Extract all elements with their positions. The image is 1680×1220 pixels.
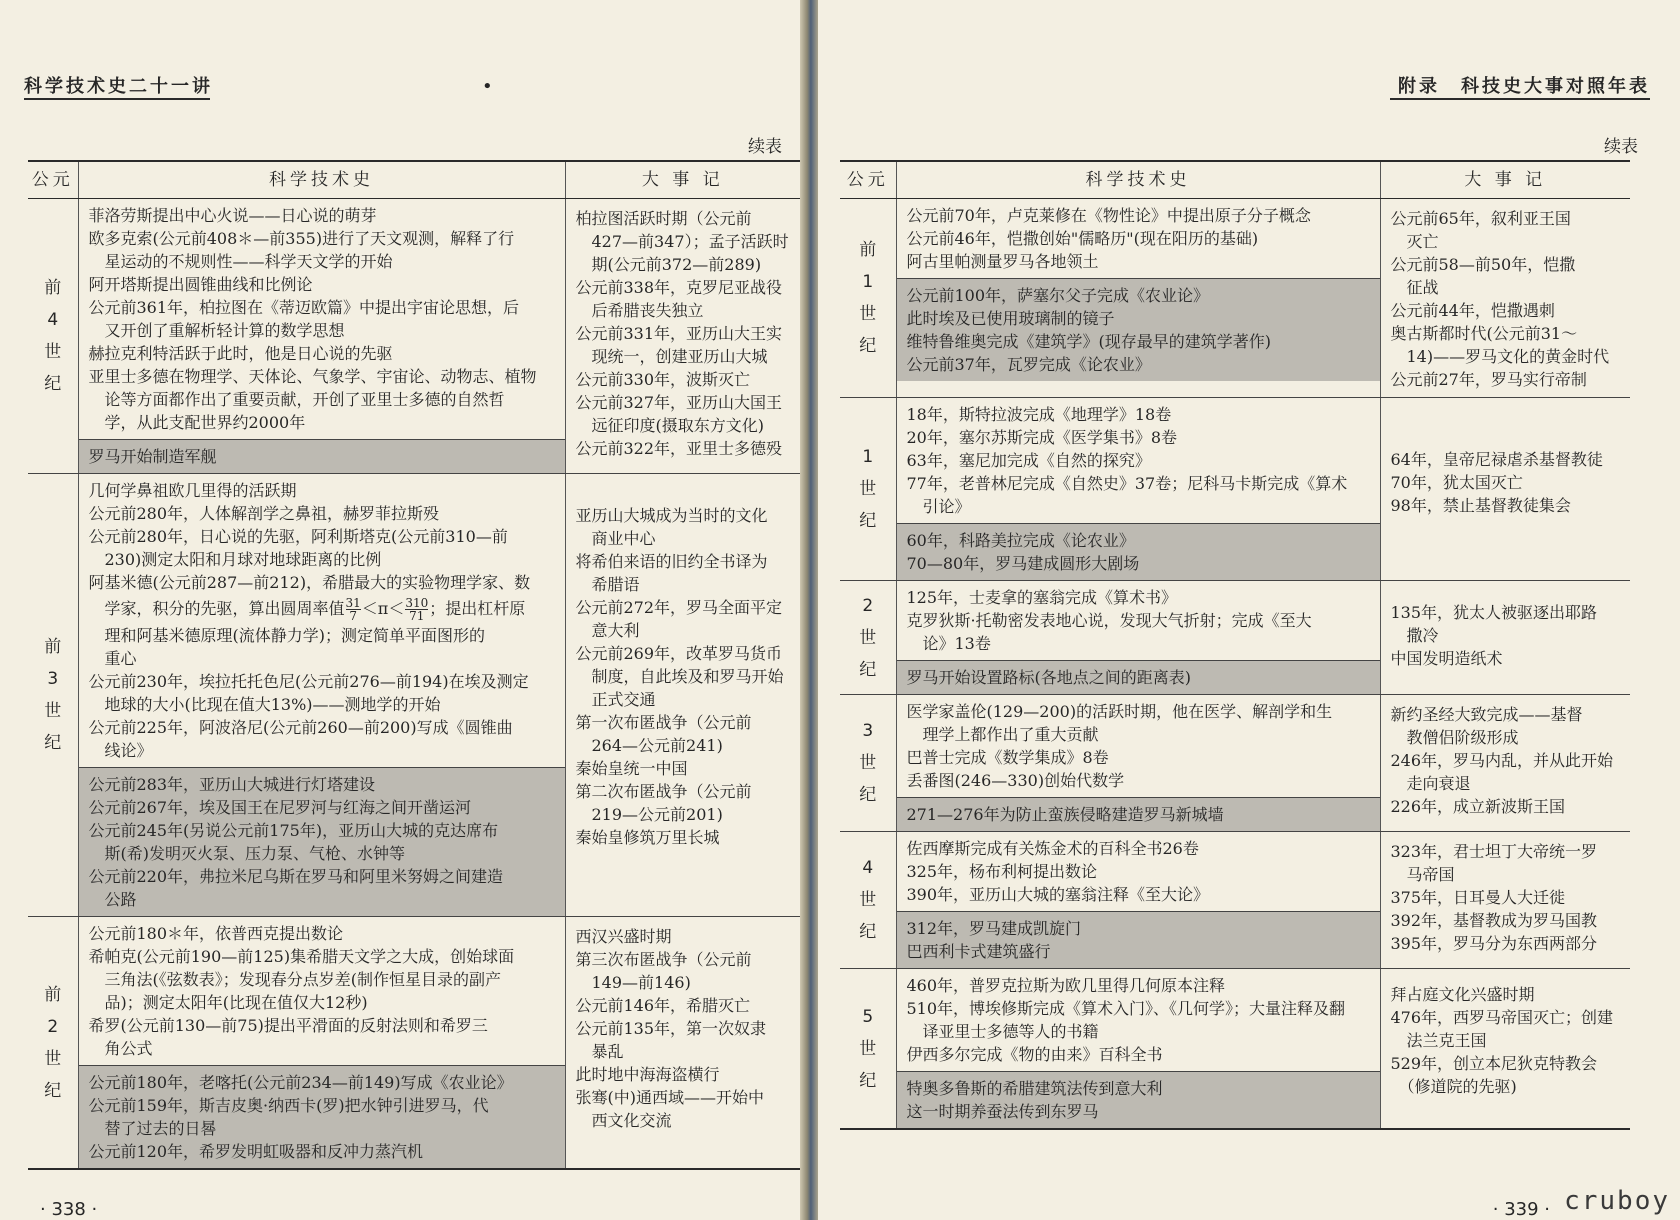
era-char: 世 bbox=[44, 1048, 62, 1069]
fraction-denominator: 7 bbox=[349, 609, 357, 623]
science-entry: 20年，塞尔苏斯完成《医学集书》8卷 bbox=[906, 428, 1178, 447]
table-row bbox=[840, 199, 1630, 398]
event-entry: 第三次布匿战争（公元前 bbox=[575, 950, 752, 969]
event-entry: 期(公元前372—前289) bbox=[575, 255, 762, 274]
era-char: 1 bbox=[862, 447, 874, 467]
science-entry: 公元前46年，恺撒创始"儒略历"(现在阳历的基础) bbox=[906, 229, 1259, 248]
event-entry: 拜占庭文化兴盛时期 bbox=[1390, 985, 1535, 1004]
science-entries bbox=[897, 969, 1380, 1071]
science-entry: 重心 bbox=[88, 649, 137, 668]
technology-entry: 特奥多鲁斯的希腊建筑法传到意大利 bbox=[906, 1079, 1163, 1098]
technology-entries-shaded bbox=[897, 911, 1380, 968]
event-entry: 323年，君士坦丁大帝统一罗 bbox=[1390, 842, 1598, 861]
header-bullet: • bbox=[482, 76, 493, 97]
technology-entry: 公路 bbox=[88, 890, 137, 909]
science-cell bbox=[896, 581, 1380, 695]
technology-entry: 公元前100年，萨塞尔父子完成《农业论》 bbox=[906, 286, 1210, 305]
fraction-numerator: 310 bbox=[405, 596, 429, 610]
col-header-events: 大 事 记 bbox=[565, 161, 800, 199]
science-entry: 理学上都作出了重大贡献 bbox=[906, 725, 1099, 744]
era-char: 纪 bbox=[859, 922, 877, 942]
right-header-rule bbox=[1390, 98, 1650, 100]
science-entry: 巴普士完成《数学集成》8卷 bbox=[906, 748, 1109, 767]
event-entry: 秦始皇修筑万里长城 bbox=[575, 828, 720, 847]
event-entry: 219—公元前201) bbox=[575, 805, 723, 824]
science-entries bbox=[897, 695, 1380, 797]
science-entries bbox=[79, 474, 565, 767]
event-entry: 撒冷 bbox=[1390, 626, 1439, 645]
era-char: 纪 bbox=[44, 374, 62, 394]
event-entry: 商业中心 bbox=[575, 529, 656, 548]
col-header-science: 科学技术史 bbox=[78, 161, 565, 199]
col-header-events: 大 事 记 bbox=[1380, 161, 1630, 199]
era-char: 前 bbox=[44, 637, 62, 657]
science-entry: 390年，亚历山大城的塞翁注释《至大论》 bbox=[906, 885, 1210, 904]
book-gutter bbox=[800, 0, 818, 1220]
era-cell bbox=[840, 581, 896, 695]
science-entry: 引论》 bbox=[906, 497, 971, 516]
right-running-header: 附录 科技史大事对照年表 bbox=[1398, 76, 1650, 97]
event-entry: 公元前65年，叙利亚王国 bbox=[1390, 209, 1571, 228]
era-char: 3 bbox=[862, 721, 874, 741]
event-entries bbox=[1381, 581, 1631, 676]
technology-entry: 巴西利卡式建筑盛行 bbox=[906, 942, 1051, 961]
science-entry: 又开创了重解析轻计算的数学思想 bbox=[88, 321, 345, 340]
science-entry: 欧多克索(公元前408＊—前355)进行了天文观测，解释了行 bbox=[88, 229, 515, 248]
science-entry: 公元前180＊年，依普西克提出数论 bbox=[88, 924, 344, 943]
fraction-numerator: 31 bbox=[345, 596, 361, 610]
science-entry: 克罗狄斯·托勒密发表地心说，发现大气折射；完成《至大 bbox=[906, 611, 1312, 630]
event-entry: 法兰克王国 bbox=[1390, 1031, 1487, 1050]
science-entries bbox=[79, 199, 565, 439]
left-page bbox=[0, 0, 800, 1220]
event-entry: 427—前347）；孟子活跃时 bbox=[575, 232, 789, 251]
era-char: 纪 bbox=[859, 785, 877, 805]
pi-inequality: ＜π＜ bbox=[361, 599, 405, 618]
science-entry: 希帕克(公元前190—前125)集希腊天文学之大成，创始球面 bbox=[88, 947, 515, 966]
events-cell bbox=[565, 474, 800, 917]
science-cell bbox=[78, 199, 565, 474]
science-cell bbox=[896, 398, 1380, 581]
events-cell bbox=[1380, 581, 1630, 695]
event-entry: 希腊语 bbox=[575, 575, 640, 594]
science-entry: 论等方面都作出了重要贡献，开创了亚里士多德的自然哲 bbox=[88, 390, 505, 409]
era-char: 世 bbox=[859, 753, 877, 773]
technology-entry: 罗马开始制造军舰 bbox=[88, 447, 217, 466]
technology-entries-shaded bbox=[897, 660, 1380, 694]
technology-entries-shaded bbox=[79, 1065, 565, 1168]
fraction-denominator: 71 bbox=[409, 609, 425, 623]
event-entry: 375年，日耳曼人大迁徙 bbox=[1390, 888, 1566, 907]
event-entry: （修道院的先驱) bbox=[1390, 1077, 1517, 1096]
event-entry: 意大利 bbox=[575, 621, 640, 640]
era-char: 纪 bbox=[859, 336, 877, 356]
era-cell bbox=[28, 199, 78, 474]
event-entry: 征战 bbox=[1390, 278, 1439, 297]
technology-entries-shaded bbox=[897, 797, 1380, 831]
left-page-number: · 338 · bbox=[40, 1199, 98, 1220]
event-entry: 70年，犹太国灭亡 bbox=[1390, 473, 1523, 492]
left-chronology-table bbox=[28, 160, 800, 1170]
era-char: 5 bbox=[862, 1006, 874, 1027]
science-entry: 角公式 bbox=[88, 1039, 153, 1058]
science-entry: 公元前280年，日心说的先驱，阿利斯塔克(公元前310—前 bbox=[88, 527, 508, 546]
science-entry: 阿古里帕测量罗马各地领土 bbox=[906, 252, 1099, 271]
era-cell bbox=[28, 474, 78, 917]
events-cell bbox=[1380, 969, 1630, 1130]
event-entry: 公元前330年，波斯灭亡 bbox=[575, 370, 751, 389]
event-entry: 此时地中海海盗横行 bbox=[575, 1065, 720, 1084]
right-page bbox=[818, 0, 1680, 1220]
event-entry: 392年，基督教成为罗马国教 bbox=[1390, 911, 1598, 930]
technology-entry: 这一时期养蚕法传到东罗马 bbox=[906, 1102, 1099, 1121]
event-entries bbox=[1381, 969, 1631, 1104]
science-entry: 星运动的不规则性——科学天文学的开始 bbox=[88, 252, 393, 271]
table-row bbox=[840, 832, 1630, 969]
event-entry: 远征印度(摄取东方文化) bbox=[575, 416, 764, 435]
era-char: 纪 bbox=[859, 659, 877, 680]
era-char: 世 bbox=[44, 342, 62, 362]
event-entry: 正式交通 bbox=[575, 690, 656, 709]
science-entry: 510年，博埃修斯完成《算术入门》、《几何学》；大量注释及翻 bbox=[906, 999, 1346, 1018]
science-entries bbox=[897, 199, 1380, 278]
era-char: 纪 bbox=[44, 733, 62, 753]
science-cell bbox=[78, 917, 565, 1170]
technology-entry: 公元前220年，弗拉米尼乌斯在罗马和阿里米努姆之间建造 bbox=[88, 867, 504, 886]
science-entries bbox=[79, 917, 565, 1065]
science-entry: 佐西摩斯完成有关炼金术的百科全书26卷 bbox=[906, 839, 1199, 858]
era-char: 纪 bbox=[44, 1080, 62, 1101]
col-header-science: 科学技术史 bbox=[896, 161, 1380, 199]
science-entry: 公元前230年，埃拉托托色尼(公元前276—前194)在埃及测定 bbox=[88, 672, 529, 691]
right-table-header-row bbox=[840, 161, 1630, 199]
era-char: 世 bbox=[44, 701, 62, 721]
event-entry: 公元前322年，亚里士多德殁 bbox=[575, 439, 783, 458]
events-cell bbox=[1380, 695, 1630, 832]
science-entry: 325年，杨布利柯提出数论 bbox=[906, 862, 1098, 881]
event-entry: 暴乱 bbox=[575, 1042, 624, 1061]
events-cell bbox=[1380, 199, 1630, 398]
right-chronology-table bbox=[840, 160, 1630, 1130]
col-header-era: 公元 bbox=[840, 161, 896, 199]
event-entry: 135年，犹太人被驱逐出耶路 bbox=[1390, 603, 1598, 622]
event-entry: 公元前331年，亚历山大王实 bbox=[575, 324, 783, 343]
technology-entry: 公元前283年，亚历山大城进行灯塔建设 bbox=[88, 775, 376, 794]
science-entry: 品)；测定太阳年(比现在值仅大12秒) bbox=[88, 993, 368, 1012]
science-entries bbox=[897, 832, 1380, 911]
science-entry: 地球的大小(比现在值大13%)——测地学的开始 bbox=[88, 695, 441, 714]
table-row bbox=[840, 969, 1630, 1130]
left-running-header: 科学技术史二十一讲 bbox=[24, 76, 213, 97]
technology-entry: 公元前267年，埃及国王在尼罗河与红海之间开凿运河 bbox=[88, 798, 472, 817]
science-entry: 阿基米德(公元前287—前212)，希腊最大的实验物理学家、数 bbox=[88, 573, 531, 592]
era-char: 1 bbox=[862, 272, 874, 292]
event-entry: 现统一，创建亚历山大城 bbox=[575, 347, 768, 366]
science-entry: 460年，普罗克拉斯为欧几里得几何原本注释 bbox=[906, 976, 1226, 995]
left-header-rule bbox=[24, 98, 210, 100]
event-entry: 制度，自此埃及和罗马开始 bbox=[575, 667, 784, 686]
technology-entry: 此时埃及已使用玻璃制的镜子 bbox=[906, 309, 1115, 328]
table-row bbox=[28, 917, 800, 1170]
event-entry: 第一次布匿战争（公元前 bbox=[575, 713, 752, 732]
event-entry: 公元前135年，第一次奴隶 bbox=[575, 1019, 767, 1038]
event-entry: 公元前327年，亚历山大国王 bbox=[575, 393, 783, 412]
events-cell bbox=[565, 199, 800, 474]
era-char: 4 bbox=[47, 310, 59, 330]
table-row bbox=[840, 695, 1630, 832]
technology-entry: 替了过去的日晷 bbox=[88, 1119, 217, 1138]
event-entry: 将希伯来语的旧约全书译为 bbox=[575, 552, 768, 571]
technology-entry: 维特鲁维奥完成《建筑学》(现存最早的建筑学著作) bbox=[906, 332, 1271, 351]
technology-entry: 70—80年，罗马建成圆形大剧场 bbox=[906, 554, 1140, 573]
science-entry: 三角法(《弦数表》；发现春分点岁差(制作恒星目录的副产 bbox=[88, 970, 501, 989]
events-cell bbox=[565, 917, 800, 1170]
era-char: 4 bbox=[862, 858, 874, 878]
table-row bbox=[28, 474, 800, 917]
table-row bbox=[840, 581, 1630, 695]
event-entry: 奥古斯都时代(公元前31～ bbox=[1390, 324, 1578, 343]
event-entry: 公元前272年，罗马全面平定 bbox=[575, 598, 783, 617]
technology-entry: 60年，科路美拉完成《论农业》 bbox=[906, 531, 1135, 550]
science-entry: 希罗(公元前130—前75)提出平滑面的反射法则和希罗三 bbox=[88, 1016, 488, 1035]
event-entry: 后希腊丧失独立 bbox=[575, 301, 704, 320]
event-entry: 教僧侣阶级形成 bbox=[1390, 728, 1519, 747]
event-entry: 226年，成立新波斯王国 bbox=[1390, 797, 1566, 816]
event-entries bbox=[1381, 832, 1631, 961]
event-entry: 走向衰退 bbox=[1390, 774, 1471, 793]
events-cell bbox=[1380, 832, 1630, 969]
table-row bbox=[28, 199, 800, 474]
event-entry: 公元前27年，罗马实行帝制 bbox=[1390, 370, 1587, 389]
science-cell bbox=[896, 969, 1380, 1130]
science-entry: 77年，老普林尼完成《自然史》37卷；尼科马卡斯完成《算术 bbox=[906, 474, 1348, 493]
era-char: 世 bbox=[859, 1038, 877, 1059]
science-cell bbox=[896, 695, 1380, 832]
technology-entry: 公元前180年，老喀托(公元前234—前149)写成《农业论》 bbox=[88, 1073, 513, 1092]
left-table-header-row bbox=[28, 161, 800, 199]
science-entry: 几何学鼻祖欧几里得的活跃期 bbox=[88, 481, 297, 500]
event-entries bbox=[566, 474, 801, 855]
event-entry: 秦始皇统一中国 bbox=[575, 759, 688, 778]
event-entry: 395年，罗马分为东西两部分 bbox=[1390, 934, 1598, 953]
technology-entry: 公元前159年，斯吉皮奥·纳西卡(罗)把水钟引进罗马，代 bbox=[88, 1096, 489, 1115]
science-entry: 线论》 bbox=[88, 741, 153, 760]
science-entry: 菲洛劳斯提出中心火说——日心说的萌芽 bbox=[88, 206, 377, 225]
technology-entries-shaded bbox=[897, 278, 1380, 381]
science-entry: 18年，斯特拉波完成《地理学》18卷 bbox=[906, 405, 1172, 424]
era-char: 世 bbox=[859, 890, 877, 910]
event-entry: 公元前269年，改革罗马货币 bbox=[575, 644, 783, 663]
science-entry: 公元前225年，阿波洛尼(公元前260—前200)写成《圆锥曲 bbox=[88, 718, 513, 737]
era-cell bbox=[840, 199, 896, 398]
event-entry: 98年，禁止基督教徒集会 bbox=[1390, 496, 1571, 515]
era-char: 前 bbox=[44, 278, 62, 298]
event-entries bbox=[566, 199, 801, 466]
technology-entries-shaded bbox=[897, 523, 1380, 580]
event-entry: 第二次布匿战争（公元前 bbox=[575, 782, 752, 801]
science-entry: 公元前361年，柏拉图在《蒂迈欧篇》中提出宇宙论思想，后 bbox=[88, 298, 520, 317]
science-entry: 伊西多尔完成《物的由来》百科全书 bbox=[906, 1045, 1163, 1064]
era-cell bbox=[28, 917, 78, 1170]
era-char: 3 bbox=[47, 669, 59, 689]
era-cell bbox=[840, 832, 896, 969]
technology-entry: 312年，罗马建成凯旋门 bbox=[906, 919, 1082, 938]
era-char: 前 bbox=[44, 984, 62, 1005]
science-cell bbox=[896, 832, 1380, 969]
fraction-31-7 bbox=[346, 597, 361, 622]
technology-entry: 公元前120年，希罗发明虹吸器和反冲力蒸汽机 bbox=[88, 1142, 424, 1161]
event-entry: 476年，西罗马帝国灭亡；创建 bbox=[1390, 1008, 1614, 1027]
event-entry: 149—前146) bbox=[575, 973, 691, 992]
era-char: 世 bbox=[859, 627, 877, 648]
science-entry: 亚里士多德在物理学、天体论、气象学、宇宙论、动物志、植物 bbox=[88, 367, 537, 386]
technology-entry: 斯(希)发明灭火泵、压力泵、气枪、水钟等 bbox=[88, 844, 405, 863]
technology-entry: 罗马开始设置路标(各地点之间的距离表) bbox=[906, 668, 1191, 687]
col-header-era: 公元 bbox=[28, 161, 78, 199]
technology-entry: 271—276年为防止蛮族侵略建造罗马新城墙 bbox=[906, 805, 1224, 824]
era-char: 世 bbox=[859, 304, 877, 324]
science-cell bbox=[78, 474, 565, 917]
event-entry: 灭亡 bbox=[1390, 232, 1439, 251]
archimedes-text-tail: ；提出杠杆原 bbox=[429, 599, 526, 618]
archimedes-pi-line bbox=[89, 594, 557, 624]
technology-entries-shaded bbox=[79, 439, 565, 473]
event-entry: 中国发明造纸术 bbox=[1390, 649, 1503, 668]
event-entry: 公元前338年，克罗尼亚战役 bbox=[575, 278, 783, 297]
right-page-number: · 339 · bbox=[1492, 1199, 1550, 1220]
fraction-310-71 bbox=[405, 597, 428, 622]
event-entry: 马帝国 bbox=[1390, 865, 1455, 884]
event-entries bbox=[566, 917, 801, 1138]
era-char: 世 bbox=[859, 479, 877, 499]
science-entry: 论》13卷 bbox=[906, 634, 991, 653]
science-entry: 125年，士麦拿的塞翁完成《算术书》 bbox=[906, 588, 1178, 607]
event-entry: 柏拉图活跃时期（公元前 bbox=[575, 209, 752, 228]
event-entry: 公元前44年，恺撒遇刺 bbox=[1390, 301, 1555, 320]
science-entry: 阿开塔斯提出圆锥曲线和比例论 bbox=[88, 275, 313, 294]
event-entry: 264—公元前241) bbox=[575, 736, 723, 755]
era-char: 前 bbox=[859, 240, 877, 260]
event-entries bbox=[1381, 199, 1631, 397]
science-entry: 译亚里士多德等人的书籍 bbox=[906, 1022, 1099, 1041]
event-entry: 新约圣经大致完成——基督 bbox=[1390, 705, 1583, 724]
event-entry: 公元前146年，希腊灭亡 bbox=[575, 996, 751, 1015]
science-entries bbox=[897, 398, 1380, 523]
science-entry: 赫拉克利特活跃于此时，他是日心说的先驱 bbox=[88, 344, 393, 363]
event-entry: 14)——罗马文化的黄金时代 bbox=[1390, 347, 1610, 366]
science-entry: 理和阿基米德原理(流体静力学)；测定简单平面图形的 bbox=[88, 626, 485, 645]
event-entry: 529年，创立本尼狄克特教会 bbox=[1390, 1054, 1598, 1073]
event-entry: 西汉兴盛时期 bbox=[575, 927, 672, 946]
science-entry: 公元前280年，人体解剖学之鼻祖，赫罗菲拉斯殁 bbox=[88, 504, 440, 523]
left-continued-label: 续表 bbox=[748, 137, 782, 157]
event-entries bbox=[1381, 398, 1631, 523]
era-char: 纪 bbox=[859, 511, 877, 531]
archimedes-text: 学家，积分的先驱，算出圆周率值 bbox=[88, 599, 345, 618]
era-char: 2 bbox=[47, 1016, 59, 1037]
era-cell bbox=[840, 695, 896, 832]
era-cell bbox=[840, 969, 896, 1130]
science-entries bbox=[897, 581, 1380, 660]
science-entry: 230)测定太阳和月球对地球距离的比例 bbox=[88, 550, 382, 569]
event-entry: 亚历山大城成为当时的文化 bbox=[575, 506, 768, 525]
technology-entries-shaded bbox=[79, 767, 565, 916]
science-entry: 学，从此支配世界约2000年 bbox=[88, 413, 306, 432]
technology-entry: 公元前245年(另说公元前175年)，亚历山大城的克达席布 bbox=[88, 821, 499, 840]
era-char: 纪 bbox=[859, 1070, 877, 1091]
event-entries bbox=[1381, 695, 1631, 824]
technology-entries-shaded bbox=[897, 1071, 1380, 1128]
event-entry: 64年，皇帝尼禄虐杀基督教徒 bbox=[1390, 450, 1603, 469]
era-char: 2 bbox=[862, 595, 874, 616]
right-continued-label: 续表 bbox=[1604, 137, 1638, 157]
event-entry: 公元前58—前50年，恺撒 bbox=[1390, 255, 1576, 274]
table-row bbox=[840, 398, 1630, 581]
science-entry: 公元前70年，卢克莱修在《物性论》中提出原子分子概念 bbox=[906, 206, 1311, 225]
science-entry: 医学家盖伦(129—200)的活跃时期，他在医学、解剖学和生 bbox=[906, 702, 1333, 721]
events-cell bbox=[1380, 398, 1630, 581]
scanner-watermark: cruboy bbox=[1564, 1186, 1670, 1216]
science-entry: 丢番图(246—330)创始代数学 bbox=[906, 771, 1125, 790]
event-entry: 张骞(中)通西域——开始中 bbox=[575, 1088, 764, 1107]
science-entry: 63年，塞尼加完成《自然的探究》 bbox=[906, 451, 1151, 470]
technology-entry: 公元前37年，瓦罗完成《论农业》 bbox=[906, 355, 1151, 374]
event-entry: 246年，罗马内乱，并从此开始 bbox=[1390, 751, 1614, 770]
event-entry: 西文化交流 bbox=[575, 1111, 672, 1130]
era-cell bbox=[840, 398, 896, 581]
science-cell bbox=[896, 199, 1380, 398]
